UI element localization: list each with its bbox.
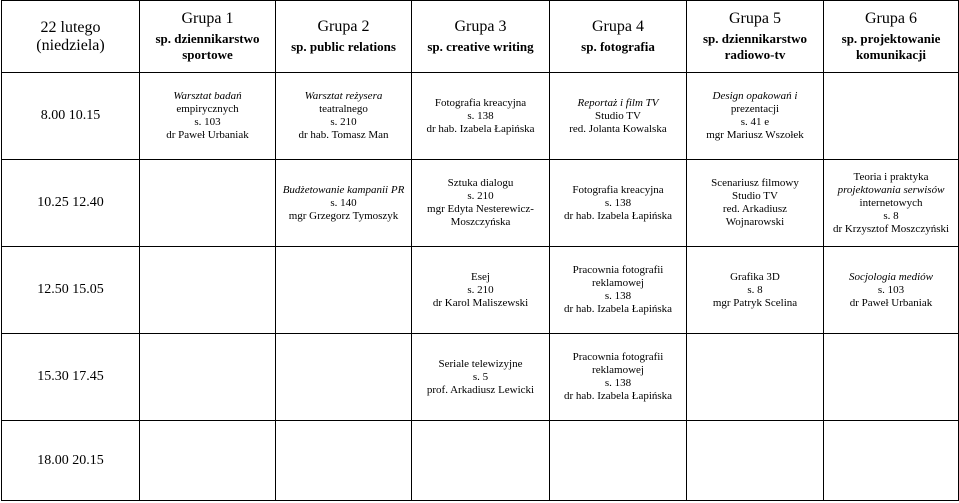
group-header-4: [550, 1, 687, 73]
group-specialization: sp. projektowanie komunikacji: [841, 31, 941, 62]
class-teacher: prof. Arkadiusz Lewicki: [426, 383, 535, 396]
empty-cell: [824, 421, 959, 501]
class-room: s. 138: [604, 290, 632, 302]
class-title: Budżetowanie kampanii PR: [282, 183, 405, 196]
class-teacher: dr hab. Izabela Łapińska: [563, 209, 673, 222]
class-line: reklamowej: [592, 364, 644, 376]
group-name: Grupa 3: [454, 18, 507, 35]
class-room: Studio TV: [732, 190, 778, 202]
group-specialization: sp. dziennikarstwo radiowo-tv: [702, 31, 808, 62]
class-line: teatralnego: [319, 103, 368, 115]
class-room: s. 8: [747, 283, 763, 296]
class-teacher: mgr Edyta Nesterewicz-: [427, 203, 534, 215]
class-cell: [550, 247, 687, 334]
class-teacher: mgr Patryk Scelina: [712, 296, 798, 309]
class-cell: [276, 73, 412, 160]
time-slot: 8.00 10.15: [2, 73, 140, 160]
header-row: [2, 1, 959, 73]
class-cell: [824, 247, 959, 334]
class-teacher: dr Karol Maliszewski: [432, 296, 529, 309]
class-room: s. 103: [877, 283, 905, 296]
class-line: reklamowej: [592, 277, 644, 289]
weekday: (niedziela): [36, 36, 105, 54]
class-cell: [687, 247, 824, 334]
class-title: Fotografia kreacyjna: [434, 96, 527, 109]
time-row: [2, 421, 959, 501]
class-cell: [412, 160, 550, 247]
time-slot: 15.30 17.45: [2, 334, 140, 421]
class-title: Warsztat reżysera: [304, 90, 383, 102]
class-room: s. 210: [467, 190, 494, 202]
class-line: prezentacji: [730, 103, 780, 115]
class-title: Seriale telewizyjne: [438, 357, 523, 370]
group-name: Grupa 5: [729, 10, 781, 27]
class-title: projektowania serwisów: [837, 183, 945, 196]
class-title: Pracownia fotografii: [572, 351, 664, 363]
empty-cell: [140, 160, 276, 247]
class-title: Teoria i praktyka: [853, 170, 929, 183]
class-title: Socjologia mediów: [848, 270, 934, 283]
class-teacher: mgr Mariusz Wszołek: [706, 129, 804, 141]
group-specialization: sp. fotografia: [581, 39, 655, 54]
empty-cell: [687, 334, 824, 421]
group-name: Grupa 2: [317, 18, 370, 35]
class-title: Design opakowań i: [712, 90, 798, 102]
group-specialization: sp. public relations: [291, 39, 396, 54]
date-cell: [2, 1, 140, 73]
schedule-table: [1, 0, 959, 501]
time-row: [2, 247, 959, 334]
class-room: s. 41 e: [740, 116, 770, 128]
class-title: Fotografia kreacyjna: [572, 183, 664, 196]
group-name: Grupa 6: [865, 10, 917, 27]
class-room: s. 140: [330, 196, 357, 209]
time-row: [2, 334, 959, 421]
class-cell: [687, 160, 824, 247]
class-room: s. 5: [472, 370, 489, 383]
class-cell: [140, 73, 276, 160]
class-teacher: Wojnarowski: [725, 216, 785, 228]
class-title: Pracownia fotografii: [572, 264, 664, 276]
class-teacher: dr Paweł Urbaniak: [849, 296, 933, 309]
empty-cell: [550, 421, 687, 501]
empty-cell: [276, 247, 412, 334]
class-cell: [550, 73, 687, 160]
date: 22 lutego: [40, 18, 101, 36]
class-title: Esej: [471, 270, 490, 283]
class-teacher: dr Krzysztof Moszczyński: [832, 222, 950, 235]
group-name: Grupa 1: [181, 10, 234, 27]
class-teacher: dr hab. Izabela Łapińska: [563, 303, 673, 315]
class-room: s. 210: [330, 116, 357, 128]
class-line: empirycznych: [176, 103, 239, 115]
class-cell: [550, 160, 687, 247]
class-cell: [687, 73, 824, 160]
time-slot: 18.00 20.15: [2, 421, 140, 501]
class-teacher: red. Arkadiusz: [722, 203, 788, 215]
class-room: Studio TV: [595, 109, 641, 122]
group-specialization: sp. dziennikarstwo sportowe: [155, 31, 260, 62]
group-header-3: [412, 1, 550, 73]
time-slot: 12.50 15.05: [2, 247, 140, 334]
class-cell: [412, 247, 550, 334]
class-cell: [824, 160, 959, 247]
group-header-5: [687, 1, 824, 73]
empty-cell: [412, 421, 550, 501]
class-title: Warsztat badań: [173, 90, 242, 102]
class-room: s. 103: [194, 116, 221, 128]
empty-cell: [824, 334, 959, 421]
empty-cell: [140, 247, 276, 334]
time-slot: 10.25 12.40: [2, 160, 140, 247]
class-room: s. 138: [467, 109, 494, 122]
class-teacher: dr Paweł Urbaniak: [166, 129, 249, 141]
class-teacher: red. Jolanta Kowalska: [569, 122, 667, 135]
class-title: Reportaż i film TV: [577, 96, 659, 109]
class-line: internetowych: [859, 196, 923, 209]
empty-cell: [276, 421, 412, 501]
class-cell: [276, 160, 412, 247]
class-teacher: dr hab. Izabela Łapińska: [426, 122, 535, 135]
class-room: s. 8: [883, 209, 899, 222]
empty-cell: [687, 421, 824, 501]
class-title: Sztuka dialogu: [447, 177, 514, 189]
class-cell: [550, 334, 687, 421]
class-room: s. 138: [604, 196, 632, 209]
group-header-2: [276, 1, 412, 73]
class-cell: [412, 73, 550, 160]
time-row: [2, 73, 959, 160]
class-teacher: dr hab. Tomasz Man: [298, 129, 389, 141]
class-teacher: dr hab. Izabela Łapińska: [563, 390, 673, 402]
empty-cell: [140, 421, 276, 501]
class-teacher: mgr Grzegorz Tymoszyk: [288, 209, 399, 222]
group-header-1: [140, 1, 276, 73]
group-name: Grupa 4: [592, 18, 644, 35]
time-row: [2, 160, 959, 247]
class-teacher: Moszczyńska: [450, 216, 511, 228]
class-room: s. 210: [467, 283, 494, 296]
empty-cell: [824, 73, 959, 160]
group-specialization: sp. creative writing: [427, 39, 534, 54]
empty-cell: [140, 334, 276, 421]
class-title: Scenariusz filmowy: [711, 177, 799, 189]
group-header-6: [824, 1, 959, 73]
empty-cell: [276, 334, 412, 421]
class-room: s. 138: [604, 377, 632, 389]
class-title: Grafika 3D: [730, 270, 780, 283]
class-cell: [412, 334, 550, 421]
